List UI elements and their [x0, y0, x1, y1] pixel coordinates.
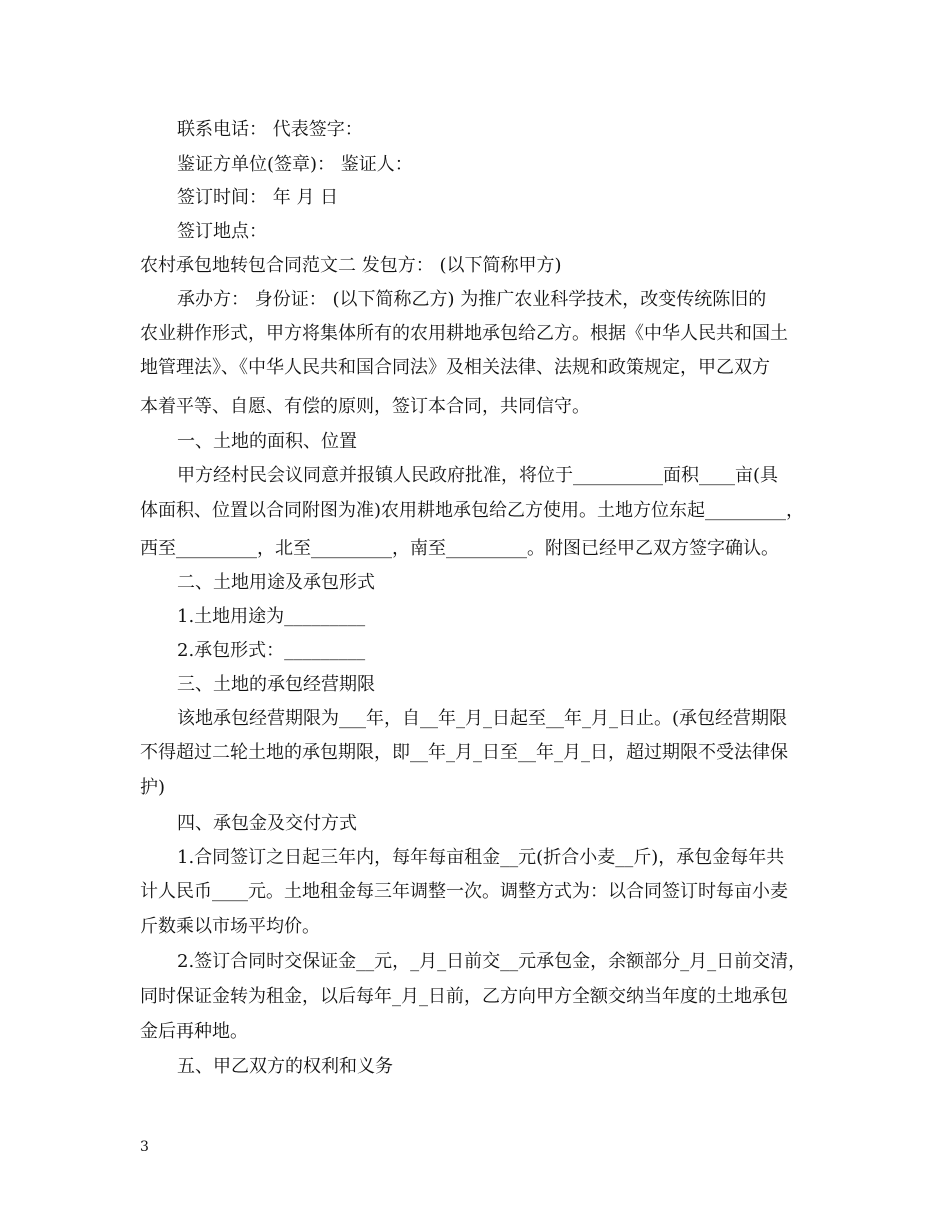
section-heading: 一、土地的面积、位置 [177, 431, 357, 452]
list-item: 1.土地用途为_________ [177, 606, 366, 627]
paragraph-line: 同时保证金转为租金，以后每年_月_日前，乙方向甲方全额交纳当年度的土地承包 [140, 986, 788, 1007]
contact-phone-line: 联系电话： 代表签字： [177, 119, 363, 140]
signing-date-line: 签订时间： 年 月 日 [177, 187, 339, 208]
paragraph-line: 金后再种地。 [140, 1021, 248, 1042]
witness-unit-line: 鉴证方单位(签章)： 鉴证人： [177, 154, 413, 175]
paragraph-line: 不得超过二轮土地的承包期限，即__年_月_日至__年_月_日，超过期限不受法律保 [140, 742, 788, 763]
paragraph-line: 1.合同签订之日起三年内，每年每亩租金__元(折合小麦__斤)，承包金每年共 [177, 847, 785, 868]
paragraph-line: 地管理法》、《中华人民共和国合同法》及相关法律、法规和政策规定，甲乙双方 [140, 357, 770, 378]
paragraph-line: 该地承包经营期限为___年，自__年_月_日起至__年_月_日止。(承包经营期限 [177, 708, 788, 729]
section-heading: 四、承包金及交付方式 [177, 813, 357, 834]
paragraph-line: 斤数乘以市场平均价。 [140, 916, 320, 937]
paragraph-line: 甲方经村民会议同意并报镇人民政府批准，将位于__________面积____亩(具 [177, 465, 779, 486]
contract-title-line: 农村承包地转包合同范文二 发包方： (以下简称甲方) [140, 255, 562, 276]
section-heading: 五、甲乙双方的权利和义务 [177, 1056, 393, 1077]
paragraph-line: 西至_________，北至_________，南至_________。附图已经甲乙双方签字确认。 [140, 538, 779, 559]
signing-place-line: 签订地点： [177, 221, 267, 242]
paragraph-line: 体面积、位置以合同附图为准)农用耕地承包给乙方使用。土地方位东起_________， [140, 500, 805, 521]
list-item: 2.承包形式：_________ [177, 640, 366, 661]
paragraph-line: 2.签订合同时交保证金__元，_月_日前交__元承包金，余额部分_月_日前交清， [177, 951, 807, 972]
section-heading: 三、土地的承包经营期限 [177, 674, 375, 695]
paragraph-line: 计人民币____元。土地租金每三年调整一次。调整方式为：以合同签订时每亩小麦 [140, 881, 788, 902]
paragraph-line: 本着平等、自愿、有偿的原则，签订本合同，共同信守。 [140, 396, 590, 417]
page-number: 3 [140, 1139, 149, 1155]
paragraph-line: 农业耕作形式，甲方将集体所有的农用耕地承包给乙方。根据《中华人民共和国土 [140, 323, 788, 344]
paragraph-line: 护) [140, 777, 166, 798]
paragraph-line: 承办方： 身份证： (以下简称乙方) 为推广农业科学技术，改变传统陈旧的 [177, 289, 767, 310]
section-heading: 二、土地用途及承包形式 [177, 572, 375, 593]
